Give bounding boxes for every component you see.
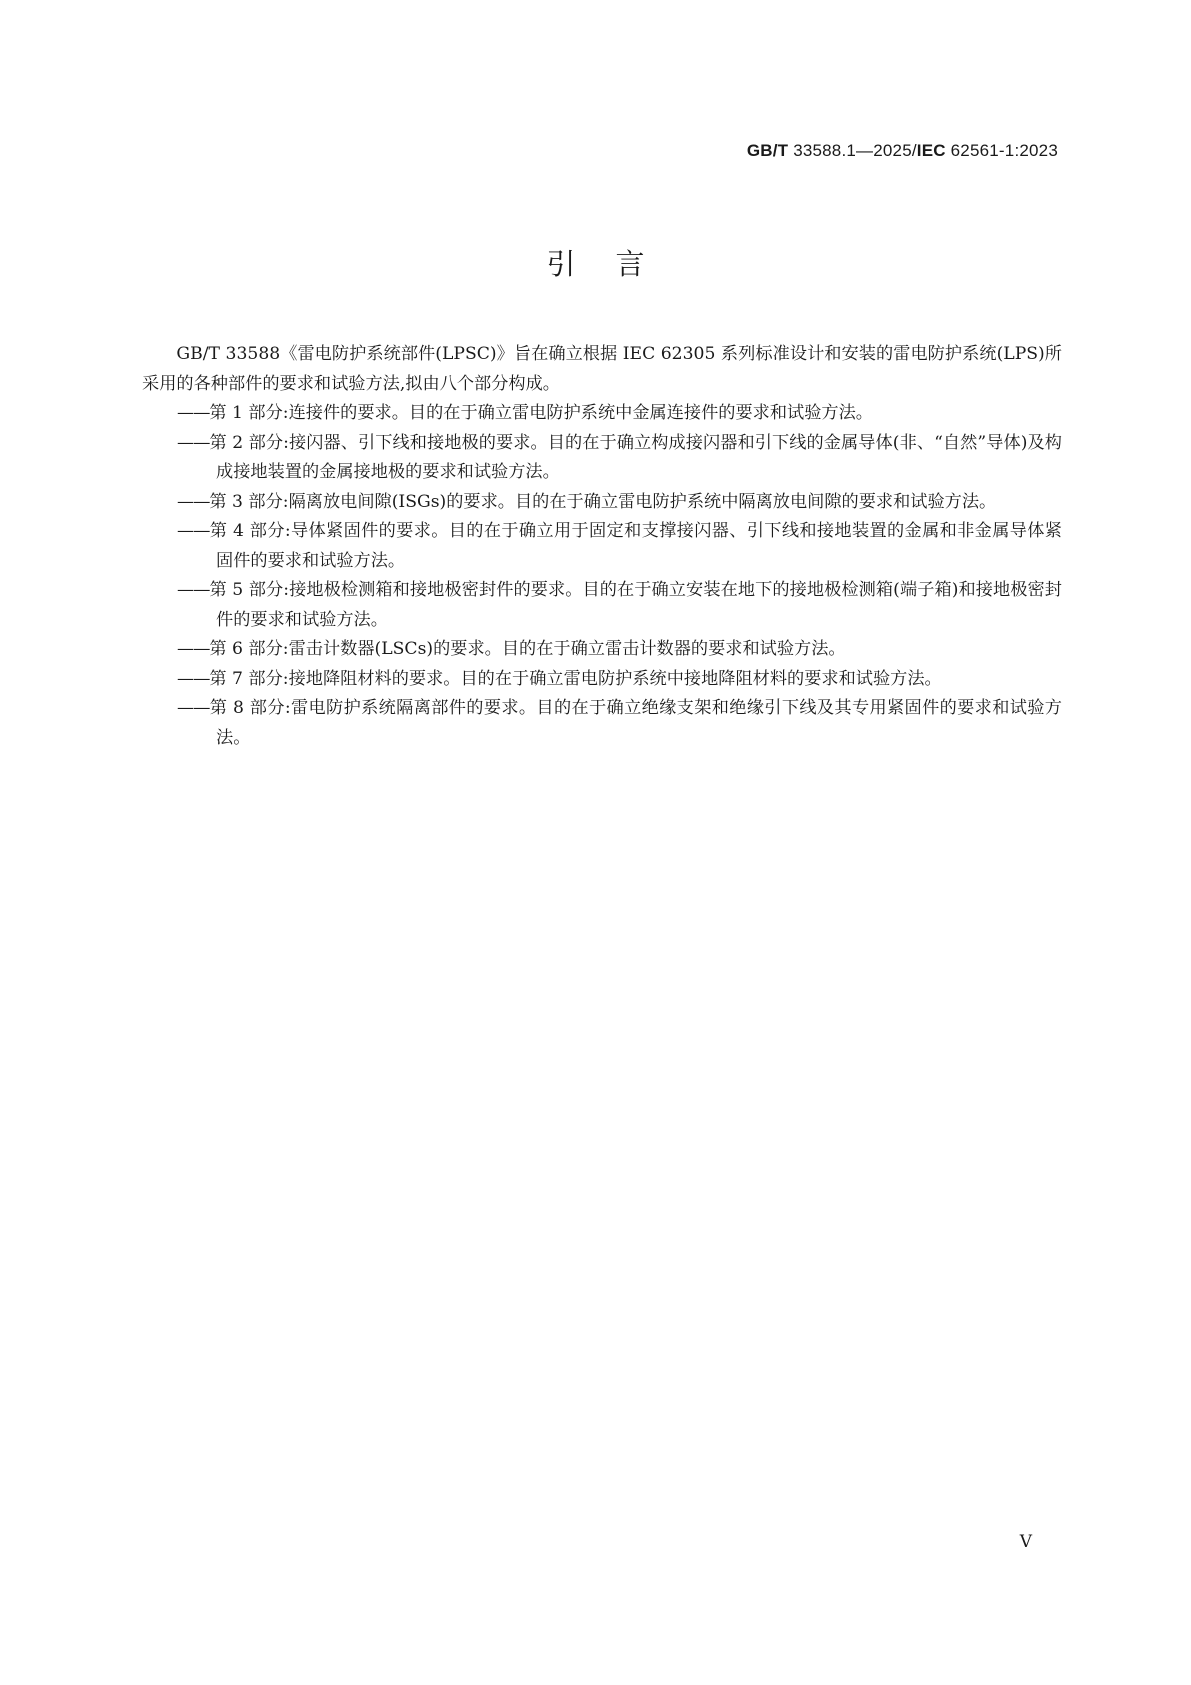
standard-code-number: 33588.1—2025/ [788,141,917,160]
part-7-item [142,665,1062,695]
iec-code-prefix: IEC [916,141,946,160]
list-dash: —— [177,639,210,659]
part-4-text: 第 4 部分:导体紧固件的要求。目的在于确立用于固定和支撑接闪器、引下线和接地装置的金属和非金属导体紧固件的要求和试验方法。 [209,521,1062,571]
part-6-item [142,635,1062,665]
list-dash: —— [177,521,210,541]
introduction-body [142,340,1062,753]
part-2-text: 第 2 部分:接闪器、引下线和接地极的要求。目的在于确立构成接闪器和引下线的金属导体(非、“自然”导体)及构成接地装置的金属接地极的要求和试验方法。 [209,432,1062,482]
page-number: V [1019,1532,1032,1552]
part-1-item [142,399,1062,429]
standard-code-header [747,141,1058,161]
page-title: 引言 [546,247,685,281]
part-2-item [142,429,1062,488]
list-dash: —— [177,432,210,453]
part-1-text: 第 1 部分:连接件的要求。目的在于确立雷电防护系统中金属连接件的要求和试验方法。 [209,403,873,423]
part-8-text: 第 8 部分:雷电防护系统隔离部件的要求。目的在于确立绝缘支架和绝缘引下线及其专用紧固件的要求和试验方法。 [209,698,1062,748]
part-6-text: 第 6 部分:雷击计数器(LSCs)的要求。目的在于确立雷击计数器的要求和试验方法。 [209,639,846,659]
part-5-item [142,576,1062,635]
list-dash: —— [177,403,210,423]
part-5-text: 第 5 部分:接地极检测箱和接地极密封件的要求。目的在于确立安装在地下的接地极检测箱(端子箱)和接地极密封件的要求和试验方法。 [209,580,1062,630]
parts-list [142,399,1062,753]
standard-code-prefix: GB/T [746,141,789,160]
list-dash: —— [177,580,210,600]
intro-paragraph: GB/T 33588《雷电防护系统部件(LPSC)》旨在确立根据 IEC 62305 系列标准设计和安装的雷电防护系统(LPS)所采用的各种部件的要求和试验方法,拟由八个部分构成。 [142,344,1062,394]
part-3-item [142,488,1062,518]
part-4-item [142,517,1062,576]
part-8-item [142,694,1062,753]
list-dash: —— [177,698,210,718]
iec-code-number: 62561-1:2023 [945,141,1058,160]
list-dash: —— [177,668,210,689]
part-7-text: 第 7 部分:接地降阻材料的要求。目的在于确立雷电防护系统中接地降阻材料的要求和试验方法。 [209,668,942,689]
part-3-text: 第 3 部分:隔离放电间隙(ISGs)的要求。目的在于确立雷电防护系统中隔离放电间隙的要求和试验方法。 [209,491,997,512]
list-dash: —— [177,491,210,512]
